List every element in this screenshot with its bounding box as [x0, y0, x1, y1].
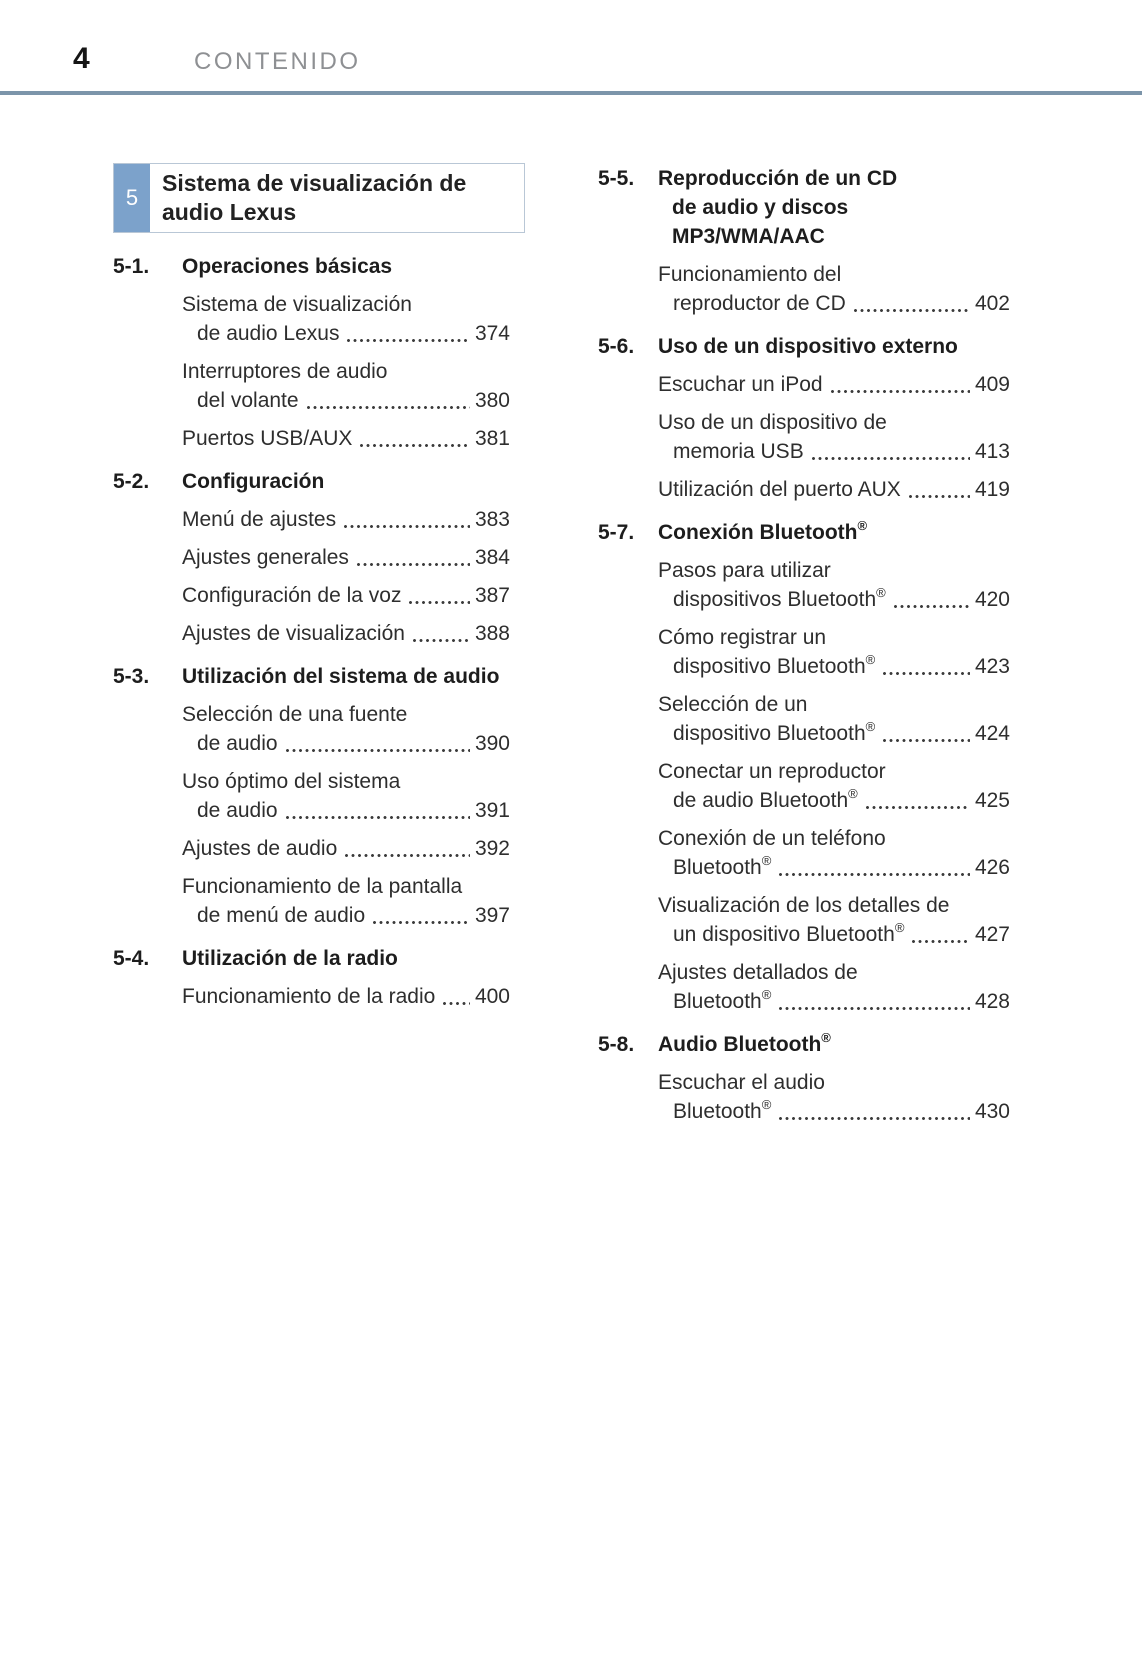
toc-entry-last-line — [182, 505, 510, 534]
toc-section-heading[interactable] — [598, 332, 1010, 361]
toc-entry-page-number: 391 — [474, 799, 510, 822]
toc-entry[interactable] — [113, 982, 510, 1011]
toc-entry-last-line — [658, 652, 1010, 681]
registered-mark: ® — [865, 719, 876, 735]
toc-entry-text: Menú de ajustes — [182, 508, 337, 531]
toc-entry-dot-leader — [829, 370, 972, 399]
toc-section-heading[interactable] — [113, 662, 510, 691]
registered-mark: ® — [894, 920, 905, 936]
toc-entry[interactable] — [113, 767, 510, 825]
toc-entry-text: Interruptores de audio — [182, 360, 388, 383]
toc-section — [598, 1030, 1010, 1126]
toc-entry-dot-leader — [852, 289, 972, 318]
toc-entry-text: de audio — [197, 732, 278, 755]
toc-entry[interactable] — [113, 872, 510, 930]
toc-entry-last-line — [182, 796, 510, 825]
toc-entry-page-number: 427 — [974, 923, 1010, 946]
toc-entry-page-number: 402 — [974, 292, 1010, 315]
toc-entry-dot-leader — [407, 581, 471, 610]
toc-entry-text: Bluetooth® — [673, 853, 772, 879]
toc-section — [598, 518, 1010, 1016]
toc-section-title-line: Audio Bluetooth® — [658, 1030, 831, 1056]
toc-section-title-line: Utilización del sistema de audio — [182, 665, 500, 688]
toc-entry-text: dispositivos Bluetooth® — [673, 585, 886, 611]
toc-section-title — [658, 1030, 1010, 1059]
toc-entry[interactable] — [113, 581, 510, 610]
registered-mark: ® — [865, 652, 876, 668]
toc-entry-dot-leader — [411, 619, 472, 648]
toc-entry-page-number: 425 — [974, 789, 1010, 812]
toc-entry-text: Pasos para utilizar — [658, 559, 831, 582]
toc-entry-page-number: 400 — [474, 985, 510, 1008]
chapter-box[interactable] — [113, 163, 525, 233]
toc-entry-last-line — [182, 729, 510, 758]
toc-entry-text: Funcionamiento de la radio — [182, 985, 436, 1008]
toc-entry-text: Funcionamiento del — [658, 263, 842, 286]
toc-entry[interactable] — [598, 475, 1010, 504]
toc-entry-dot-leader — [284, 796, 472, 825]
toc-entry-text: dispositivo Bluetooth® — [673, 719, 876, 745]
toc-entry[interactable] — [113, 543, 510, 572]
toc-entry-last-line — [658, 585, 1010, 614]
chapter-number-tab: 5 — [114, 164, 150, 232]
toc-entry-last-line — [658, 920, 1010, 949]
toc-section-number: 5-4. — [113, 947, 150, 970]
contents-header: CONTENIDO — [194, 48, 361, 75]
toc-entry-text: Escuchar un iPod — [658, 373, 823, 396]
chapter-title: Sistema de visualización de audio Lexus — [162, 170, 467, 225]
toc-entry-last-line — [658, 370, 1010, 399]
toc-section — [598, 164, 1010, 318]
toc-entry-page-number: 397 — [474, 904, 510, 927]
toc-entry[interactable] — [598, 623, 1010, 681]
toc-entry[interactable] — [113, 619, 510, 648]
toc-entry-text: de audio Lexus — [197, 322, 340, 345]
toc-entry-page-number: 380 — [474, 389, 510, 412]
toc-section-title-line: Reproducción de un CD — [658, 167, 898, 190]
toc-entry-page-number: 430 — [974, 1100, 1010, 1123]
toc-entry-page-number: 374 — [474, 322, 510, 345]
toc-section-number: 5-5. — [598, 167, 635, 190]
toc-entry-dot-leader — [864, 786, 972, 815]
registered-mark: ® — [761, 987, 772, 1003]
toc-entry-text: Bluetooth® — [673, 1097, 772, 1123]
registered-mark: ® — [761, 1097, 772, 1113]
toc-entry-text: Visualización de los detalles de — [658, 894, 950, 917]
toc-entry[interactable] — [113, 424, 510, 453]
toc-entry-text: Ajustes de audio — [182, 837, 338, 860]
toc-section-title — [658, 518, 1010, 547]
toc-entry-text: Ajustes de visualización — [182, 622, 405, 645]
toc-entry-last-line — [658, 719, 1010, 748]
toc-entry-dot-leader — [345, 319, 472, 348]
toc-entry-text: Ajustes detallados de — [658, 961, 858, 984]
toc-entry-page-number: 419 — [974, 478, 1010, 501]
toc-section-heading[interactable] — [113, 467, 510, 496]
toc-entry[interactable] — [113, 700, 510, 758]
toc-entry-page-number: 420 — [974, 588, 1010, 611]
toc-section-title-line: Conexión Bluetooth® — [658, 518, 868, 544]
toc-entry-text: memoria USB — [673, 440, 804, 463]
toc-entry-last-line — [182, 386, 510, 415]
toc-entry-page-number: 383 — [474, 508, 510, 531]
toc-entry[interactable] — [598, 260, 1010, 318]
toc-section-title-line: de audio y discos — [672, 196, 849, 219]
toc-section — [113, 252, 510, 453]
toc-entry-last-line — [658, 437, 1010, 466]
toc-section — [113, 662, 510, 930]
toc-entry-last-line — [658, 289, 1010, 318]
header-rule — [0, 91, 1142, 95]
toc-entry-page-number: 409 — [974, 373, 1010, 396]
toc-entry-dot-leader — [881, 652, 972, 681]
toc-entry-page-number: 384 — [474, 546, 510, 569]
toc-entry-dot-leader — [355, 543, 472, 572]
toc-entry[interactable] — [113, 505, 510, 534]
toc-entry-dot-leader — [342, 505, 472, 534]
toc-entry-dot-leader — [284, 729, 472, 758]
toc-entry-text: Conectar un reproductor — [658, 760, 886, 783]
toc-entry-text: Bluetooth® — [673, 987, 772, 1013]
toc-entry-text: del volante — [197, 389, 299, 412]
toc-entry-dot-leader — [777, 987, 972, 1016]
toc-entry-text: un dispositivo Bluetooth® — [673, 920, 905, 946]
registered-mark: ® — [848, 786, 858, 802]
toc-section-heading[interactable] — [113, 252, 510, 281]
toc-entry-dot-leader — [777, 1097, 972, 1126]
toc-entry[interactable] — [598, 408, 1010, 466]
toc-section-title — [182, 467, 510, 496]
toc-entry-dot-leader — [910, 920, 972, 949]
toc-entry-text: Uso de un dispositivo de — [658, 411, 887, 434]
toc-entry-dot-leader — [892, 585, 972, 614]
toc-section-title — [658, 164, 1010, 251]
toc-entry-page-number: 390 — [474, 732, 510, 755]
toc-entry-dot-leader — [441, 982, 472, 1011]
toc-entry-last-line — [182, 543, 510, 572]
registered-mark: ® — [761, 853, 772, 869]
toc-entry-text: reproductor de CD — [673, 292, 846, 315]
toc-entry[interactable] — [598, 891, 1010, 949]
toc-entry-dot-leader — [777, 853, 972, 882]
toc-section-number: 5-8. — [598, 1033, 635, 1056]
toc-entry-dot-leader — [343, 834, 472, 863]
toc-entry-page-number: 426 — [974, 856, 1010, 879]
toc-entry-last-line — [182, 901, 510, 930]
registered-mark: ® — [876, 585, 886, 601]
toc-entry-text: Utilización del puerto AUX — [658, 478, 901, 501]
toc-entry-dot-leader — [810, 437, 972, 466]
toc-section-heading[interactable] — [113, 944, 510, 973]
toc-entry-page-number: 424 — [974, 722, 1010, 745]
toc-section-number: 5-6. — [598, 335, 635, 358]
toc-entry-text: Funcionamiento de la pantalla — [182, 875, 463, 898]
toc-entry-last-line — [182, 319, 510, 348]
toc-section-title-line: Uso de un dispositivo externo — [658, 335, 958, 358]
toc-entry-text: Cómo registrar un — [658, 626, 827, 649]
toc-section-title-line: MP3/WMA/AAC — [672, 225, 825, 248]
toc-section — [598, 332, 1010, 504]
toc-entry-last-line — [182, 834, 510, 863]
toc-entry-page-number: 392 — [474, 837, 510, 860]
toc-entry-dot-leader — [371, 901, 472, 930]
toc-right-column — [598, 150, 1010, 1140]
toc-section-number: 5-1. — [113, 255, 150, 278]
toc-entry-last-line — [658, 786, 1010, 815]
toc-entry-text: de audio Bluetooth® — [673, 786, 858, 812]
toc-entry[interactable] — [113, 290, 510, 348]
toc-entry-text: Puertos USB/AUX — [182, 427, 353, 450]
toc-entry-dot-leader — [907, 475, 972, 504]
toc-section-number: 5-7. — [598, 521, 635, 544]
toc-entry[interactable] — [598, 1068, 1010, 1126]
registered-mark: ® — [821, 1030, 831, 1046]
toc-entry[interactable] — [598, 958, 1010, 1016]
toc-entry-last-line — [182, 581, 510, 610]
toc-entry[interactable] — [113, 834, 510, 863]
toc-entry-text: Configuración de la voz — [182, 584, 402, 607]
toc-entry-text: Selección de una fuente — [182, 703, 408, 726]
toc-section-title-line: Configuración — [182, 470, 325, 493]
toc-entry-page-number: 381 — [474, 427, 510, 450]
toc-entry[interactable] — [598, 690, 1010, 748]
toc-section — [113, 944, 510, 1011]
toc-entry-dot-leader — [305, 386, 472, 415]
toc-entry-dot-leader — [881, 719, 972, 748]
toc-entry-last-line — [658, 853, 1010, 882]
toc-entry[interactable] — [598, 556, 1010, 614]
toc-entry-last-line — [182, 424, 510, 453]
toc-entry-last-line — [182, 619, 510, 648]
toc-entry-last-line — [658, 1097, 1010, 1126]
toc-entry-text: Selección de un — [658, 693, 808, 716]
toc-entry[interactable] — [113, 357, 510, 415]
toc-entry-last-line — [182, 982, 510, 1011]
toc-entry-text: Conexión de un teléfono — [658, 827, 886, 850]
toc-entry-page-number: 387 — [474, 584, 510, 607]
toc-left-column — [113, 163, 510, 1025]
toc-entry-text: Uso óptimo del sistema — [182, 770, 401, 793]
toc-entry-dot-leader — [358, 424, 472, 453]
toc-section-heading[interactable] — [598, 518, 1010, 547]
toc-entry-last-line — [658, 475, 1010, 504]
page-number: 4 — [73, 42, 90, 75]
toc-entry-text: de menú de audio — [197, 904, 366, 927]
toc-section-title — [182, 662, 510, 691]
toc-entry-text: Ajustes generales — [182, 546, 349, 569]
toc-section-number: 5-2. — [113, 470, 150, 493]
toc-section-title-line: Operaciones básicas — [182, 255, 393, 278]
toc-entry-page-number: 423 — [974, 655, 1010, 678]
registered-mark: ® — [857, 518, 868, 534]
toc-section-title-line: Utilización de la radio — [182, 947, 398, 970]
toc-section-title — [182, 944, 510, 973]
toc-section-heading[interactable] — [598, 1030, 1010, 1059]
toc-section-title — [658, 332, 1010, 361]
toc-entry[interactable] — [598, 757, 1010, 815]
toc-entry[interactable] — [598, 370, 1010, 399]
toc-entry-text: Escuchar el audio — [658, 1071, 825, 1094]
toc-entry-page-number: 388 — [474, 622, 510, 645]
toc-entry-text: dispositivo Bluetooth® — [673, 652, 876, 678]
toc-entry-text: Sistema de visualización — [182, 293, 412, 316]
toc-section-heading[interactable] — [598, 164, 1010, 251]
toc-entry-page-number: 413 — [974, 440, 1010, 463]
toc-entry-text: de audio — [197, 799, 278, 822]
toc-section-title — [182, 252, 510, 281]
toc-entry-page-number: 428 — [974, 990, 1010, 1013]
toc-section — [113, 467, 510, 648]
toc-entry[interactable] — [598, 824, 1010, 882]
toc-entry-last-line — [658, 987, 1010, 1016]
toc-section-number: 5-3. — [113, 665, 150, 688]
